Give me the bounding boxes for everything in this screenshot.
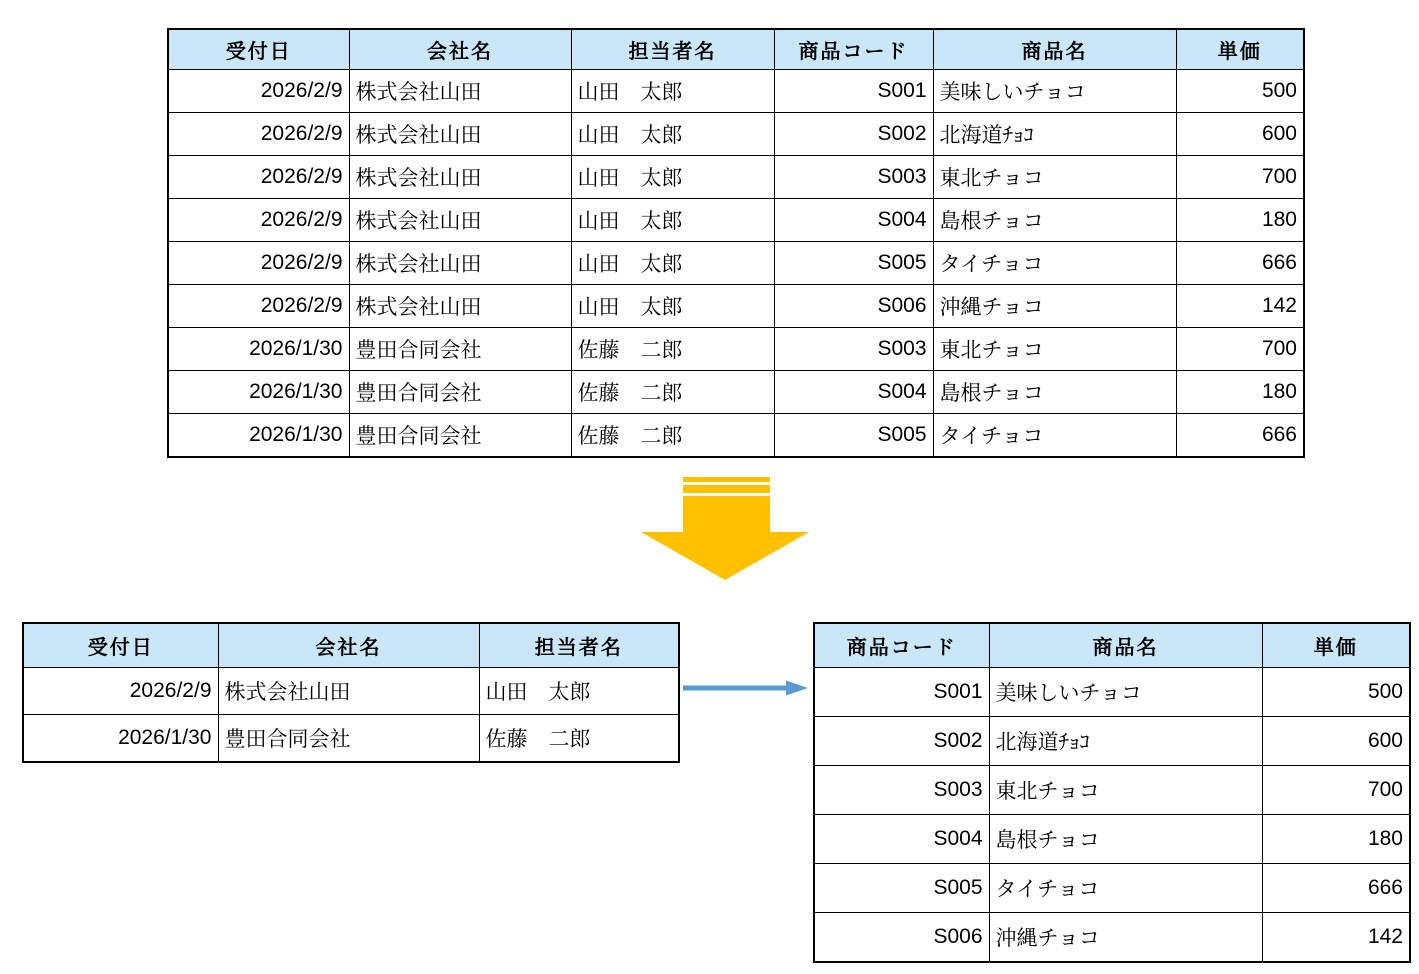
- table-cell: 2026/2/9: [168, 199, 349, 242]
- table-cell: 2026/1/30: [168, 371, 349, 414]
- table-cell: S005: [774, 242, 933, 285]
- table-row: [814, 913, 1410, 963]
- table-cell: 北海道ﾁｮｺ: [933, 113, 1176, 156]
- table-cell: 180: [1176, 199, 1304, 242]
- table-cell: S001: [774, 70, 933, 113]
- table-cell: S003: [774, 328, 933, 371]
- table-row: [168, 285, 1304, 328]
- table-cell: 2026/2/9: [168, 242, 349, 285]
- table-cell: タイチョコ: [989, 864, 1262, 913]
- table-cell: 美味しいチョコ: [933, 70, 1176, 113]
- table-cell: 株式会社山田: [349, 70, 571, 113]
- table-cell: 島根チョコ: [933, 199, 1176, 242]
- table-cell: 山田 太郎: [571, 156, 774, 199]
- column-header: 商品コード: [814, 623, 989, 668]
- header-row: [23, 623, 679, 668]
- table-row: [168, 242, 1304, 285]
- header-row: [168, 29, 1304, 70]
- table-cell: S002: [774, 113, 933, 156]
- column-header: 担当者名: [571, 29, 774, 70]
- table-cell: 山田 太郎: [571, 113, 774, 156]
- table-cell: 142: [1176, 285, 1304, 328]
- table-cell: 山田 太郎: [571, 70, 774, 113]
- table-cell: 株式会社山田: [349, 285, 571, 328]
- right-arrow-icon: [683, 679, 808, 697]
- table-cell: S004: [814, 815, 989, 864]
- table-cell: 豊田合同会社: [218, 715, 479, 763]
- table-row: [168, 113, 1304, 156]
- header-row: [814, 623, 1410, 668]
- table-cell: S003: [814, 766, 989, 815]
- table-cell: 島根チョコ: [989, 815, 1262, 864]
- source-order-table: [167, 28, 1305, 458]
- table-cell: 株式会社山田: [349, 242, 571, 285]
- column-header: 商品名: [989, 623, 1262, 668]
- table-cell: 佐藤 二郎: [571, 414, 774, 458]
- column-header: 商品名: [933, 29, 1176, 70]
- table-row: [168, 371, 1304, 414]
- table-cell: 666: [1176, 242, 1304, 285]
- table-cell: 2026/1/30: [168, 328, 349, 371]
- table-row: [168, 414, 1304, 458]
- table-cell: 700: [1176, 156, 1304, 199]
- table-cell: 豊田合同会社: [349, 414, 571, 458]
- table-cell: S005: [814, 864, 989, 913]
- table-cell: 東北チョコ: [933, 328, 1176, 371]
- column-header: 商品コード: [774, 29, 933, 70]
- column-header: 受付日: [23, 623, 218, 668]
- table-cell: 佐藤 二郎: [571, 371, 774, 414]
- table-cell: 山田 太郎: [479, 668, 679, 715]
- table-cell: S001: [814, 668, 989, 717]
- product-master-table: [813, 622, 1411, 963]
- table-cell: S003: [774, 156, 933, 199]
- table-row: [168, 328, 1304, 371]
- table-cell: 株式会社山田: [349, 156, 571, 199]
- table-cell: 700: [1262, 766, 1410, 815]
- table-cell: タイチョコ: [933, 414, 1176, 458]
- column-header: 会社名: [349, 29, 571, 70]
- customer-master-table: [22, 622, 680, 763]
- table-cell: S002: [814, 717, 989, 766]
- table-cell: 600: [1262, 717, 1410, 766]
- table-row: [814, 864, 1410, 913]
- column-header: 担当者名: [479, 623, 679, 668]
- table-cell: S006: [774, 285, 933, 328]
- column-header: 会社名: [218, 623, 479, 668]
- table-row: [23, 715, 679, 763]
- down-arrow-icon: [641, 474, 809, 580]
- table-cell: 豊田合同会社: [349, 328, 571, 371]
- table-cell: S006: [814, 913, 989, 963]
- table-row: [814, 717, 1410, 766]
- table-cell: 2026/2/9: [168, 156, 349, 199]
- table-cell: 島根チョコ: [933, 371, 1176, 414]
- table-row: [168, 199, 1304, 242]
- table-cell: 2026/2/9: [168, 285, 349, 328]
- table-cell: 東北チョコ: [933, 156, 1176, 199]
- column-header: 受付日: [168, 29, 349, 70]
- table-cell: 666: [1262, 864, 1410, 913]
- table-cell: 500: [1262, 668, 1410, 717]
- column-header: 単価: [1176, 29, 1304, 70]
- table-row: [23, 668, 679, 715]
- table-cell: 沖縄チョコ: [933, 285, 1176, 328]
- table-cell: 株式会社山田: [218, 668, 479, 715]
- table-cell: S005: [774, 414, 933, 458]
- table-row: [168, 70, 1304, 113]
- table-cell: 2026/1/30: [23, 715, 218, 763]
- table-cell: 山田 太郎: [571, 199, 774, 242]
- column-header: 単価: [1262, 623, 1410, 668]
- table-cell: 666: [1176, 414, 1304, 458]
- table-cell: 2026/2/9: [168, 70, 349, 113]
- table-cell: S004: [774, 199, 933, 242]
- table-cell: 180: [1176, 371, 1304, 414]
- table-cell: 600: [1176, 113, 1304, 156]
- table-cell: 500: [1176, 70, 1304, 113]
- table-cell: 株式会社山田: [349, 199, 571, 242]
- table-cell: 2026/1/30: [168, 414, 349, 458]
- table-cell: 北海道ﾁｮｺ: [989, 717, 1262, 766]
- table-row: [814, 668, 1410, 717]
- table-cell: 2026/2/9: [23, 668, 218, 715]
- table-cell: 山田 太郎: [571, 285, 774, 328]
- table-cell: 山田 太郎: [571, 242, 774, 285]
- table-cell: 佐藤 二郎: [479, 715, 679, 763]
- table-cell: 東北チョコ: [989, 766, 1262, 815]
- table-cell: 株式会社山田: [349, 113, 571, 156]
- table-row: [168, 156, 1304, 199]
- table-cell: 豊田合同会社: [349, 371, 571, 414]
- table-cell: タイチョコ: [933, 242, 1176, 285]
- table-cell: 2026/2/9: [168, 113, 349, 156]
- table-cell: 沖縄チョコ: [989, 913, 1262, 963]
- table-cell: 美味しいチョコ: [989, 668, 1262, 717]
- table-cell: 佐藤 二郎: [571, 328, 774, 371]
- table-cell: S004: [774, 371, 933, 414]
- table-cell: 142: [1262, 913, 1410, 963]
- table-cell: 700: [1176, 328, 1304, 371]
- table-cell: 180: [1262, 815, 1410, 864]
- table-row: [814, 766, 1410, 815]
- table-row: [814, 815, 1410, 864]
